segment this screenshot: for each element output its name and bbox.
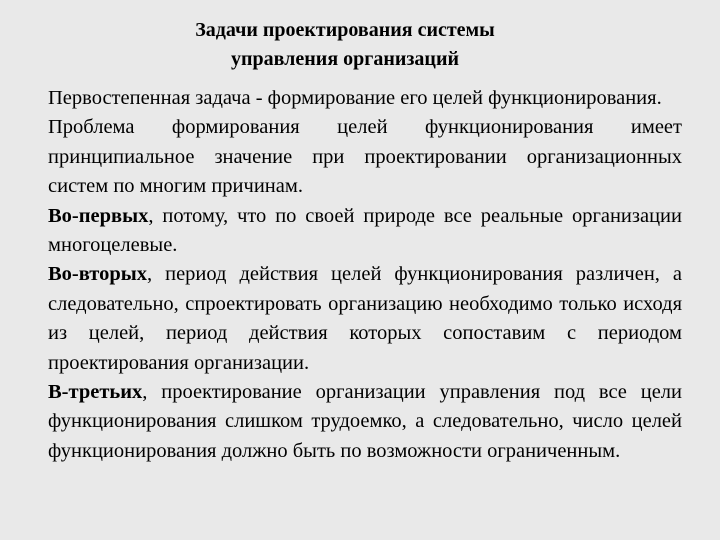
paragraph-second-reason bbox=[48, 260, 682, 378]
first-reason-text: , потому, что по своей природе все реальные организации многоцелевые. bbox=[48, 204, 682, 257]
second-reason-text: , период действия целей функционирования различен, а следовательно, спроектировать организацию необходимо только исходя из целей, период действия которых сопоставим с периодом проектирования организации. bbox=[48, 263, 682, 374]
slide-title bbox=[0, 16, 690, 74]
slide-body bbox=[48, 84, 682, 466]
slide-title-line-2: управления организаций bbox=[230, 48, 459, 70]
paragraph-problem: Проблема формирования целей функционирования имеет принципиальное значение при проектировании организационных систем по многим причинам. bbox=[48, 116, 682, 198]
third-reason-text: , проектирование организации управления под все цели функционирования слишком трудоемко, а следовательно, число целей функционирования должно быть по возможности ограниченным. bbox=[48, 381, 682, 462]
third-reason-lead: В-третьих bbox=[48, 381, 143, 404]
paragraph-first-reason bbox=[48, 202, 682, 261]
second-reason-lead: Во-вторых bbox=[48, 263, 148, 286]
first-reason-lead: Во-первых bbox=[48, 204, 149, 227]
paragraph-third-reason bbox=[48, 378, 682, 466]
paragraph-main-task: Первостепенная задача - формирование его целей функционирования. bbox=[48, 87, 662, 109]
slide-title-line-1: Задачи проектирования системы bbox=[195, 19, 495, 41]
